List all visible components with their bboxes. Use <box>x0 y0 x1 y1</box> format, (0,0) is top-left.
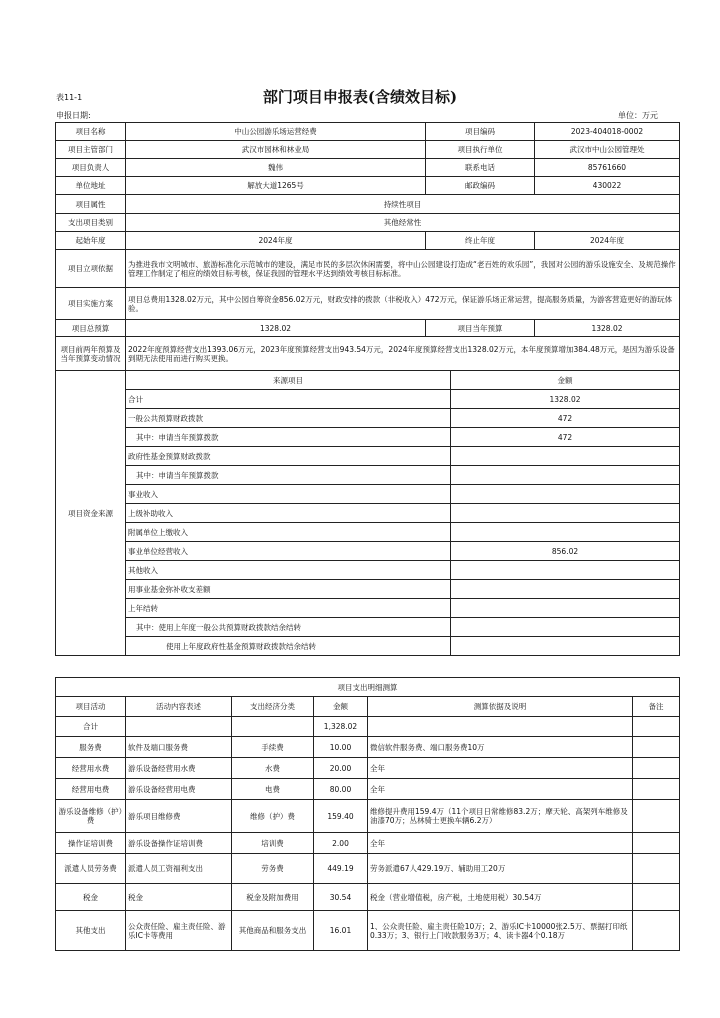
expense-row <box>56 737 680 758</box>
funding-amount: 472 <box>451 428 680 447</box>
funding-amount: 856.02 <box>451 542 680 561</box>
current-budget-label: 项目当年预算 <box>426 320 535 337</box>
funding-amount: 472 <box>451 409 680 428</box>
funding-amount <box>451 618 680 637</box>
expense-class: 电费 <box>232 779 314 800</box>
plan-label: 项目实施方案 <box>56 288 126 320</box>
expense-activity: 合计 <box>56 717 126 737</box>
funding-amount: 1328.02 <box>451 390 680 409</box>
plan-value: 项目总费用1328.02万元，其中公园自筹资金856.02万元，财政安排的拨款（非税收入）472万元，保证游乐场正常运营，提高服务质量，为游客营造更好的游玩体验。 <box>126 288 680 320</box>
project-name-label: 项目名称 <box>56 123 126 141</box>
funding-label: 项目资金来源 <box>56 371 126 656</box>
expense-note <box>633 717 680 737</box>
funding-row <box>56 409 680 428</box>
basis-value: 为推进我市文明城市、旅游标准化示范城市的建设，满足市民的多层次休闲需要，将中山公园建设打造成“老百姓的欢乐园”，我园对公园的游乐设施安全、及规范操作管理工作制定了相应的绩效目标考核，保证我园的管理水平达到绩效考核目标标准。 <box>126 250 680 288</box>
expense-amount: 2.00 <box>314 833 368 854</box>
expense-header-row <box>56 697 680 717</box>
expense-row <box>56 717 680 737</box>
expense-note <box>633 911 680 951</box>
expense-note <box>633 854 680 884</box>
exec-unit-value: 武汉市中山公园管理处 <box>535 141 680 159</box>
funding-source: 合计 <box>126 390 451 409</box>
expense-basis: 维修提升费用159.4万（11个项目日常维修83.2万；摩天轮、高架列车维修及油漆70万；丛林骑士更换车辆6.2万） <box>368 800 633 833</box>
funding-source: 用事业基金弥补收支差额 <box>126 580 451 599</box>
postcode-label: 邮政编码 <box>426 177 535 195</box>
funding-row <box>56 523 680 542</box>
funding-source: 附属单位上缴收入 <box>126 523 451 542</box>
expense-desc: 游乐设备经营用电费 <box>126 779 232 800</box>
expense-header-basis: 测算依据及说明 <box>368 697 633 717</box>
funding-amount <box>451 561 680 580</box>
funding-row <box>56 580 680 599</box>
funding-source: 其中：申请当年预算拨款 <box>126 428 451 447</box>
expense-activity: 游乐设备维修（护）费 <box>56 800 126 833</box>
category-value: 其他经常性 <box>126 214 680 232</box>
phone-value: 85761660 <box>535 159 680 177</box>
project-code-label: 项目编码 <box>426 123 535 141</box>
funding-amount <box>451 580 680 599</box>
expense-activity: 经营用电费 <box>56 779 126 800</box>
expense-class: 水费 <box>232 758 314 779</box>
funding-row <box>56 561 680 580</box>
funding-row <box>56 428 680 447</box>
end-year-label: 终止年度 <box>426 232 535 250</box>
phone-label: 联系电话 <box>426 159 535 177</box>
expense-basis: 微信软件服务费、端口服务费10万 <box>368 737 633 758</box>
funding-source: 其他收入 <box>126 561 451 580</box>
funding-source: 上级补助收入 <box>126 504 451 523</box>
project-info-table <box>55 122 680 656</box>
expense-class: 培训费 <box>232 833 314 854</box>
expense-activity: 服务费 <box>56 737 126 758</box>
expense-basis: 全年 <box>368 833 633 854</box>
funding-source: 事业单位经营收入 <box>126 542 451 561</box>
expense-basis: 劳务派遣67人429.19万、辅助用工20万 <box>368 854 633 884</box>
expense-desc: 公众责任险、雇主责任险、游乐IC卡等费用 <box>126 911 232 951</box>
expense-note <box>633 884 680 911</box>
funding-row <box>56 599 680 618</box>
table-number: 表11-1 <box>56 93 83 102</box>
expense-note <box>633 779 680 800</box>
expense-amount: 16.01 <box>314 911 368 951</box>
basis-label: 项目立项依据 <box>56 250 126 288</box>
expense-note <box>633 833 680 854</box>
history-value: 2022年度预算经营支出1393.06万元，2023年度预算经营支出943.54万元，2024年度预算经营支出1328.02万元，本年度预算增加384.48万元，是因为游乐设备到期无法使用而进行购买更换。 <box>126 337 680 371</box>
postcode-value: 430022 <box>535 177 680 195</box>
expense-basis: 1、公众责任险、雇主责任险10万；2、游乐IC卡10000张2.5万、票据打印纸0.33万；3、银行上门收款服务3万；4、读卡器4个0.18万 <box>368 911 633 951</box>
funding-amount <box>451 504 680 523</box>
funding-source-header: 来源项目 <box>126 371 451 390</box>
start-year-label: 起始年度 <box>56 232 126 250</box>
funding-source: 一般公共预算财政拨款 <box>126 409 451 428</box>
dept-label: 项目主管部门 <box>56 141 126 159</box>
expense-activity: 其他支出 <box>56 911 126 951</box>
expense-row <box>56 884 680 911</box>
expense-amount: 159.40 <box>314 800 368 833</box>
project-code-value: 2023-404018-0002 <box>535 123 680 141</box>
total-budget-label: 项目总预算 <box>56 320 126 337</box>
expense-desc: 游乐设备操作证培训费 <box>126 833 232 854</box>
expense-row <box>56 854 680 884</box>
funding-row <box>56 447 680 466</box>
attr-value: 持续性项目 <box>126 195 680 214</box>
expense-amount: 30.54 <box>314 884 368 911</box>
expense-amount: 1,328.02 <box>314 717 368 737</box>
leader-value: 魏伟 <box>126 159 426 177</box>
expense-class: 其他商品和服务支出 <box>232 911 314 951</box>
funding-amount-header: 金额 <box>451 371 680 390</box>
funding-amount <box>451 523 680 542</box>
funding-row <box>56 485 680 504</box>
unit-label: 单位：万元 <box>618 111 658 120</box>
expense-header-class: 支出经济分类 <box>232 697 314 717</box>
expense-header-amount: 金额 <box>314 697 368 717</box>
expense-row <box>56 758 680 779</box>
expense-amount: 449.19 <box>314 854 368 884</box>
expense-header-note: 备注 <box>633 697 680 717</box>
expense-row <box>56 800 680 833</box>
expense-class: 手续费 <box>232 737 314 758</box>
expense-section-title: 项目支出明细测算 <box>56 678 680 697</box>
funding-amount <box>451 485 680 504</box>
funding-row <box>56 466 680 485</box>
expense-amount: 80.00 <box>314 779 368 800</box>
expense-basis: 税金（营业增值税，房产税，土地使用税）30.54万 <box>368 884 633 911</box>
total-budget-value: 1328.02 <box>126 320 426 337</box>
expense-note <box>633 737 680 758</box>
expense-note <box>633 758 680 779</box>
funding-row <box>56 618 680 637</box>
address-label: 单位地址 <box>56 177 126 195</box>
funding-amount <box>451 637 680 656</box>
end-year-value: 2024年度 <box>535 232 680 250</box>
address-value: 解放大道1265号 <box>126 177 426 195</box>
expense-desc <box>126 717 232 737</box>
start-year-value: 2024年度 <box>126 232 426 250</box>
category-label: 支出项目类别 <box>56 214 126 232</box>
expense-activity: 经营用水费 <box>56 758 126 779</box>
expense-desc: 软件及端口服务费 <box>126 737 232 758</box>
funding-source: 政府性基金预算财政拨款 <box>126 447 451 466</box>
expense-header-activity: 项目活动 <box>56 697 126 717</box>
expense-note <box>633 800 680 833</box>
expense-desc: 派遣人员工资福利支出 <box>126 854 232 884</box>
funding-source: 上年结转 <box>126 599 451 618</box>
history-label: 项目前两年预算及当年预算变动情况 <box>56 337 126 371</box>
expense-activity: 派遣人员劳务费 <box>56 854 126 884</box>
funding-row <box>56 542 680 561</box>
project-name-value: 中山公园游乐场运营经费 <box>126 123 426 141</box>
exec-unit-label: 项目执行单位 <box>426 141 535 159</box>
expense-header-desc: 活动内容表述 <box>126 697 232 717</box>
funding-source: 使用上年度政府性基金预算财政拨款结余结转 <box>126 637 451 656</box>
expense-activity: 税金 <box>56 884 126 911</box>
funding-amount <box>451 447 680 466</box>
expense-basis <box>368 717 633 737</box>
report-date-label: 申报日期: <box>56 111 91 120</box>
funding-amount <box>451 466 680 485</box>
expense-desc: 游乐项目维修费 <box>126 800 232 833</box>
expense-class <box>232 717 314 737</box>
funding-source: 事业收入 <box>126 485 451 504</box>
expense-class: 维修（护）费 <box>232 800 314 833</box>
attr-label: 项目属性 <box>56 195 126 214</box>
page-title: 部门项目申报表(含绩效目标) <box>262 88 458 106</box>
expense-activity: 操作证培训费 <box>56 833 126 854</box>
dept-value: 武汉市园林和林业局 <box>126 141 426 159</box>
funding-row <box>56 504 680 523</box>
expense-amount: 10.00 <box>314 737 368 758</box>
expense-basis: 全年 <box>368 779 633 800</box>
expense-basis: 全年 <box>368 758 633 779</box>
expense-row <box>56 779 680 800</box>
expense-detail-table <box>55 677 680 951</box>
funding-row <box>56 390 680 409</box>
expense-row <box>56 833 680 854</box>
funding-source: 其中：申请当年预算拨款 <box>126 466 451 485</box>
funding-amount <box>451 599 680 618</box>
expense-amount: 20.00 <box>314 758 368 779</box>
expense-class: 劳务费 <box>232 854 314 884</box>
leader-label: 项目负责人 <box>56 159 126 177</box>
expense-row <box>56 911 680 951</box>
funding-source: 其中：使用上年度一般公共预算财政拨款结余结转 <box>126 618 451 637</box>
expense-desc: 游乐设备经营用水费 <box>126 758 232 779</box>
current-budget-value: 1328.02 <box>535 320 680 337</box>
funding-row <box>56 637 680 656</box>
expense-desc: 税金 <box>126 884 232 911</box>
expense-class: 税金及附加费用 <box>232 884 314 911</box>
